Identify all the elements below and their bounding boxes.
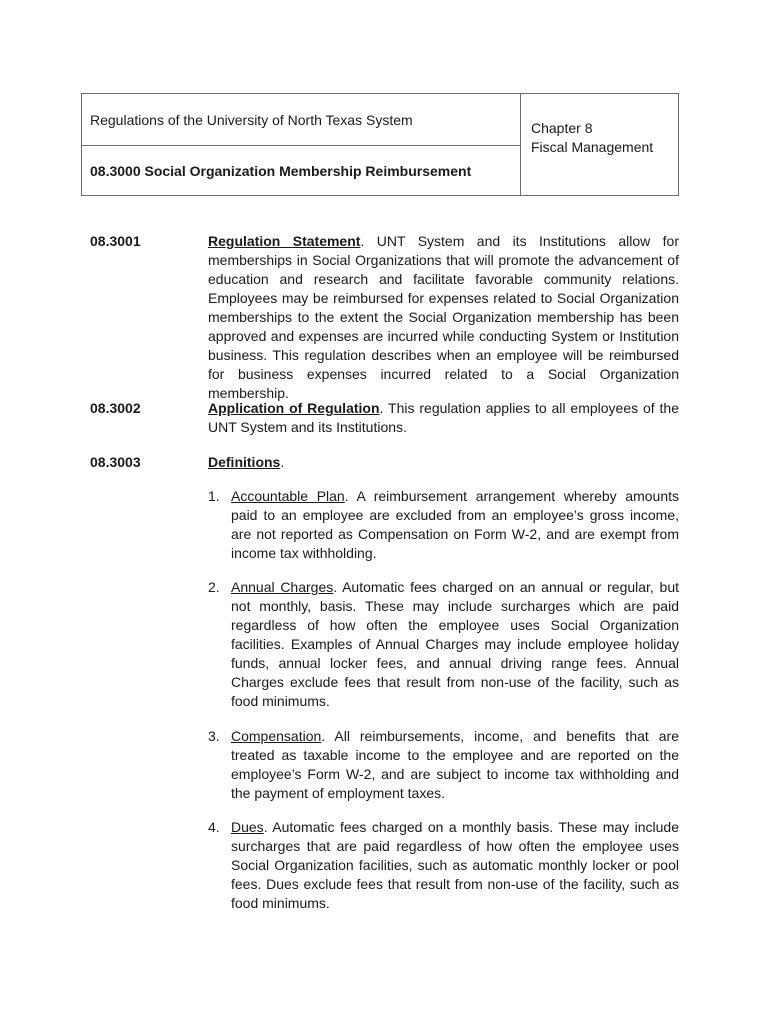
section-heading: Definitions xyxy=(208,454,281,470)
definition-text: . A reimbursement arrangement whereby amounts paid to an employee are excluded from an employee’s gross income, are not reported as Compensation on Form W-2, and are exempt from income tax withholding. xyxy=(231,488,679,561)
definition-body xyxy=(231,818,679,913)
section-number: 08.3001 xyxy=(90,233,141,249)
chapter-info xyxy=(531,119,653,157)
regulation-title: 08.3000 Social Organization Membership Reimbursement xyxy=(90,163,472,179)
definition-number: 1. xyxy=(208,488,220,504)
definition-term: Accountable Plan xyxy=(231,488,345,504)
definition-body xyxy=(231,487,679,563)
section-text: . xyxy=(280,454,285,470)
definition-number: 4. xyxy=(208,819,220,835)
chapter-name: Fiscal Management xyxy=(531,139,654,155)
section-heading: Regulation Statement xyxy=(208,233,361,249)
definition-text: . Automatic fees charged on a monthly basis. These may include surcharges that are paid regardless of how often the employee uses Social Organization facilities, such as automatic monthly locker or pool fees. Dues exclude fees that result from non-use of the facility, such as food minimums. xyxy=(231,819,679,911)
definition-body xyxy=(231,727,679,803)
definition-item xyxy=(208,818,679,913)
section-paragraph xyxy=(208,399,679,437)
section-paragraph xyxy=(208,453,679,472)
definition-term: Dues xyxy=(231,819,264,835)
section-number: 08.3003 xyxy=(90,454,141,470)
definition-number: 3. xyxy=(208,728,220,744)
chapter-number: Chapter 8 xyxy=(531,120,593,136)
definition-item xyxy=(208,578,679,711)
definition-text: . Automatic fees charged on an annual or regular, but not monthly, basis. These may include surcharges which are paid regardless of how often the employee uses Social Organization facilities. Examples of Annual Charges may include employee holiday funds, annual locker fees, and annual driving range fees. Annual Charges exclude fees that result from non-use of the facility, such as food minimums. xyxy=(231,579,680,709)
definition-term: Compensation xyxy=(231,728,322,744)
system-title: Regulations of the University of North Texas System xyxy=(90,112,413,128)
definition-text: . All reimbursements, income, and benefits that are treated as taxable income to the employee and are reported on the employee’s Form W-2, and are subject to income tax withholding and the payment of employment taxes. xyxy=(231,728,679,801)
definition-item xyxy=(208,727,679,803)
section-number: 08.3002 xyxy=(90,400,141,416)
section-text: . This regulation applies to all employees of the UNT System and its Institutions. xyxy=(208,400,679,435)
section-paragraph xyxy=(208,232,679,403)
section-text: . UNT System and its Institutions allow for memberships in Social Organizations that will promote the advancement of education and research and facilitate favorable community relations. Employees may be reimbursed for expenses related to Social Organization memberships to the extent the Social Organization membership has been approved and expenses are incurred while conducting System or Institution business. This regulation describes when an employee will be reimbursed for business expenses incurred related to a Social Organization membership. xyxy=(208,233,679,401)
definition-term: Annual Charges xyxy=(231,579,334,595)
section-heading: Application of Regulation xyxy=(208,400,380,416)
definition-number: 2. xyxy=(208,579,220,595)
definition-body xyxy=(231,578,679,711)
definition-item xyxy=(208,487,679,563)
